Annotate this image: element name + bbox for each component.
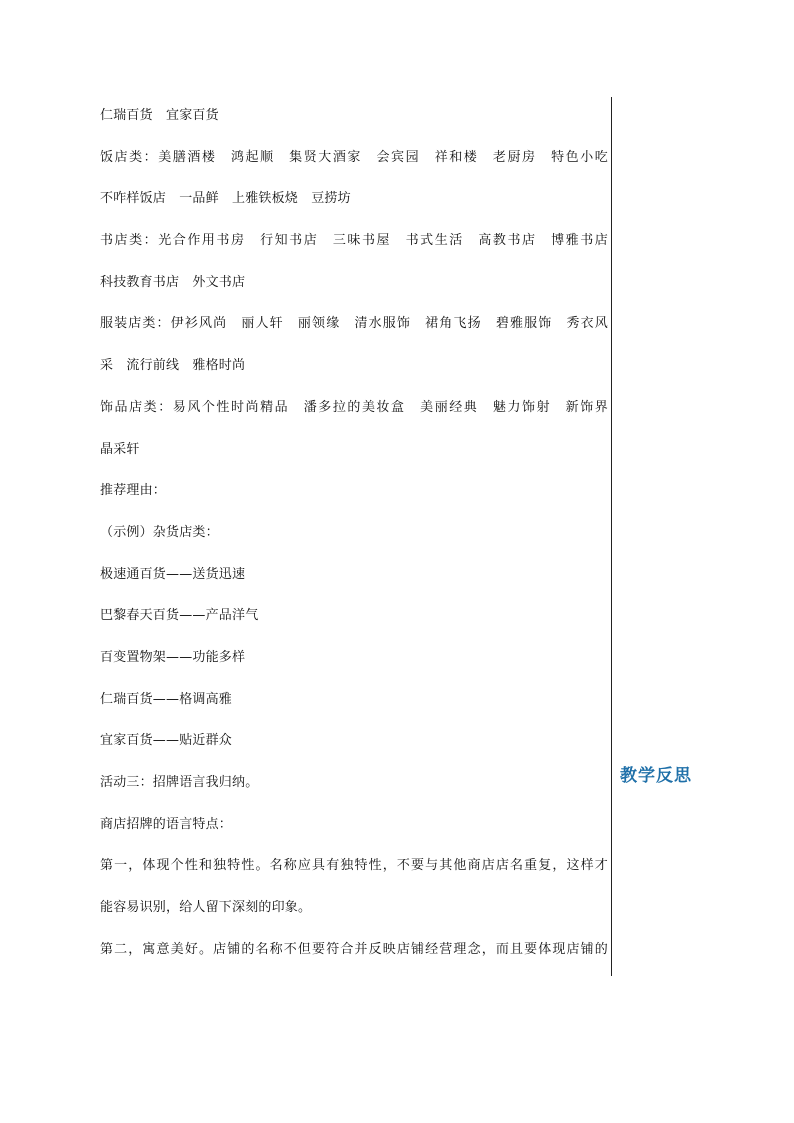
text-line: 采 流行前线 雅格时尚	[100, 358, 246, 374]
text-line: 宜家百货——贴近群众	[100, 733, 233, 749]
text-line: 第二，寓意美好。店铺的名称不但要符合并反映店铺经营理念，而且要体现店铺的	[100, 941, 608, 957]
text-line: 仁瑞百货——格调高雅	[100, 691, 233, 707]
text-line: 百变置物架——功能多样	[100, 649, 246, 665]
column-divider	[611, 97, 612, 976]
text-line: （示例）杂货店类：	[100, 524, 219, 540]
text-line: 书店类：光合作用书房 行知书店 三味书屋 书式生活 高教书店 博雅书店	[100, 233, 608, 249]
lesson-content	[100, 95, 608, 970]
text-line: 能容易识别，给人留下深刻的印象。	[100, 900, 312, 916]
text-line: 仁瑞百货 宜家百货	[100, 108, 219, 123]
text-line: 推荐理由：	[100, 483, 167, 499]
text-line: 不咋样饭店 一品鲜 上雅铁板烧 豆捞坊	[100, 191, 351, 207]
text-line: 活动三：招牌语言我归纳。	[100, 775, 259, 790]
text-line: 科技教育书店 外文书店	[100, 274, 246, 290]
text-line: 巴黎春天百货——产品洋气	[100, 608, 259, 624]
text-line: 饰品店类：易风个性时尚精品 潘多拉的美妆盒 美丽经典 魅力饰射 新饰界	[100, 399, 608, 415]
text-line: 饭店类：美膳酒楼 鸿起顺 集贤大酒家 会宾园 祥和楼 老厨房 特色小吃	[100, 149, 608, 165]
text-line: 商店招牌的语言特点：	[100, 816, 233, 832]
text-line: 晶采轩	[100, 441, 140, 457]
text-line: 极速通百货——送货迅速	[100, 566, 246, 582]
reflection-heading: 教学反思	[620, 766, 692, 786]
text-line: 服装店类：伊衫风尚 丽人轩 丽领缘 清水服饰 裙角飞扬 碧雅服饰 秀衣风	[100, 316, 608, 332]
text-line: 第一，体现个性和独特性。名称应具有独特性，不要与其他商店店名重复，这样才	[100, 858, 608, 874]
